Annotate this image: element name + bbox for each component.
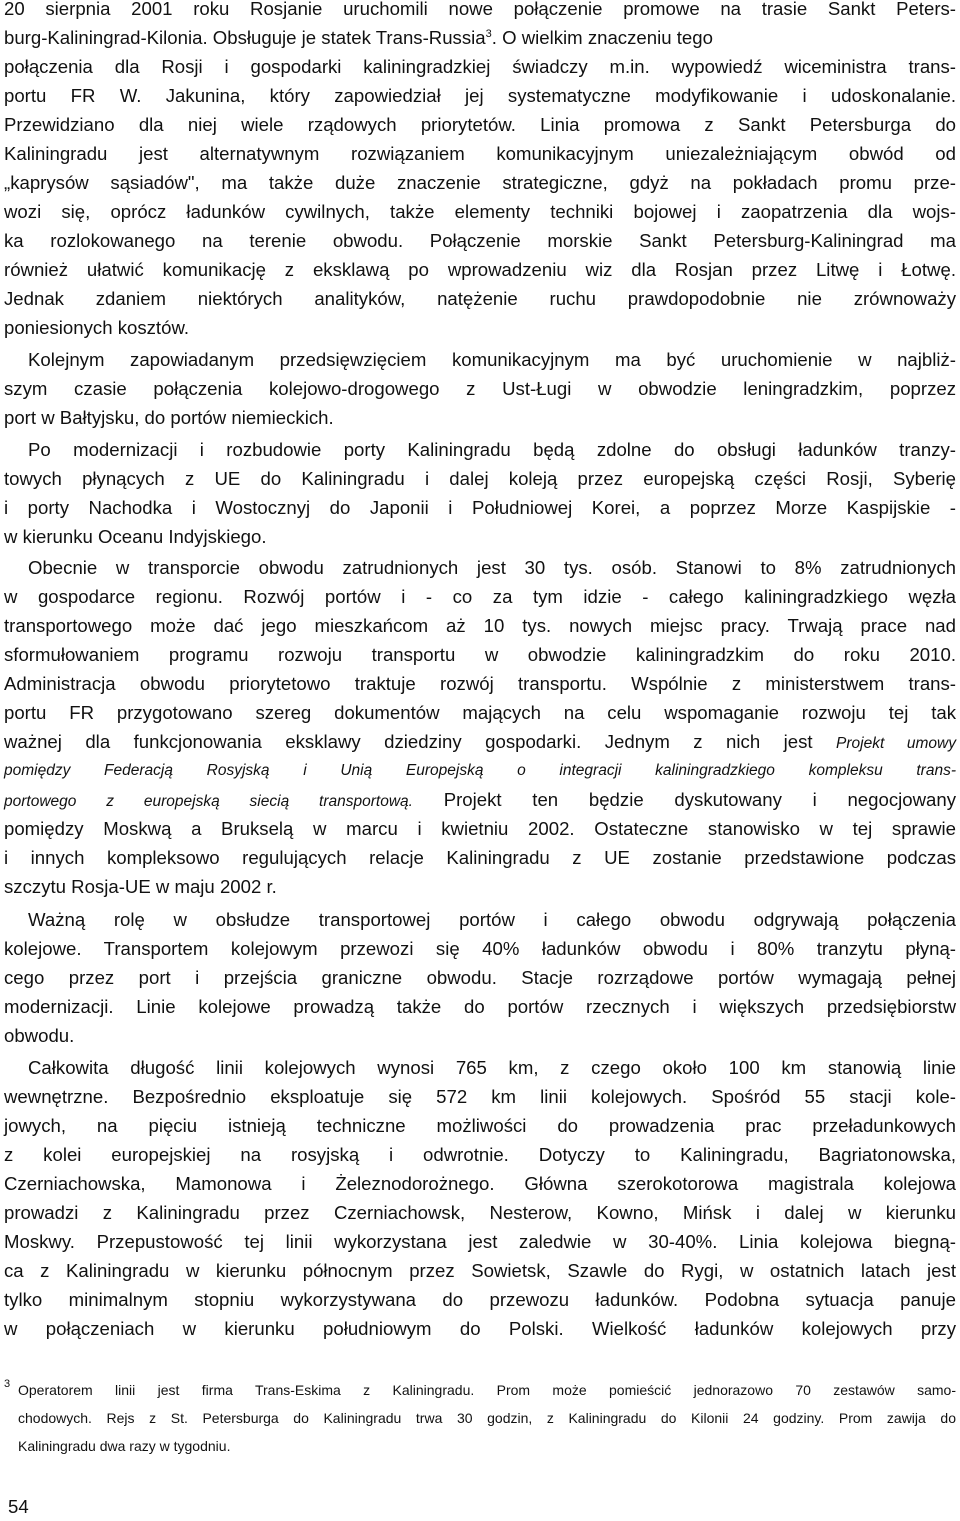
body-line: modernizacji. Linie kolejowe prowadzą także do portów rzecznych i większych przedsiębiorstw bbox=[4, 996, 956, 1017]
body-line: sformułowaniem programu rozwoju transportu w obwodzie kaliningradzkim do roku 2010. bbox=[4, 644, 956, 665]
body-line: pomiędzy Moskwą a Brukselą w marcu i kwietniu 2002. Ostateczne stanowisko w tej sprawie bbox=[4, 818, 956, 839]
body-line: i innych kompleksowo regulujących relacje Kaliningradu z UE zostanie przedstawione podczas bbox=[4, 847, 956, 868]
body-line bbox=[4, 23, 956, 52]
body-line: Ważną rolę w obsłudze transportowej portów i całego obwodu odgrywają połączenia bbox=[28, 909, 956, 930]
body-line: w gospodarce regionu. Rozwój portów i - co za tym idzie - całego kaliningradzkiego węzła bbox=[4, 586, 956, 607]
body-line: portu FR W. Jakunina, który zapowiedział jej systematyczne modyfikowanie i udoskonalanie. bbox=[4, 85, 956, 106]
body-line: port w Bałtyjsku, do portów niemieckich. bbox=[4, 407, 334, 428]
body-line: Przewidziano dla niej wiele rządowych priorytetów. Linia promowa z Sankt Petersburga do bbox=[4, 114, 956, 135]
body-line: Obecnie w transporcie obwodu zatrudnionych jest 30 tys. osób. Stanowi to 8% zatrudnionych bbox=[28, 557, 956, 578]
body-line: Kolejnym zapowiadanym przedsięwzięciem komunikacyjnym ma być uruchomienie w najbliż- bbox=[28, 349, 956, 370]
body-line: „kaprysów sąsiadów", ma także duże znaczenie strategiczne, gdyż na pokładach promu prze- bbox=[4, 172, 956, 193]
footnote-reference[interactable]: 3 bbox=[485, 28, 492, 40]
text-segment: Projekt ten będzie dyskutowany i negocjowany bbox=[443, 789, 956, 810]
body-line bbox=[4, 785, 956, 814]
italic-title-line: pomiędzy Federacją Rosyjską i Unią Europejską o integracji kaliningradzkiego kompleksu trans- bbox=[4, 762, 956, 779]
text-segment: burg-Kaliningrad-Kilonia. Obsługuje je statek Trans-Russia bbox=[4, 27, 486, 48]
body-line: szczytu Rosja-UE w maju 2002 r. bbox=[4, 876, 277, 897]
italic-title-segment: portowego z europejską siecią transportową. bbox=[4, 793, 413, 810]
body-line: również ułatwić komunikację z eksklawą po wprowadzeniu wiz dla Rosjan przez Litwę i Łotwę. bbox=[4, 259, 956, 280]
body-line: towych płynących z UE do Kaliningradu i dalej koleją przez europejską części Rosji, Syberię bbox=[4, 468, 956, 489]
body-line: wozi się, oprócz ładunków cywilnych, także elementy techniki bojowej i zaopatrzenia dla wojs- bbox=[4, 201, 956, 222]
body-line: Po modernizacji i rozbudowie porty Kaliningradu będą zdolne do obsługi ładunków tranzy- bbox=[28, 439, 956, 460]
body-line: Jednak zdaniem niektórych analityków, natężenie ruchu prawdopodobnie nie zrównoważy bbox=[4, 288, 956, 309]
body-line: w kierunku Oceanu Indyjskiego. bbox=[4, 526, 267, 547]
body-line: tylko minimalnym stopniu wykorzystywana do przewozu ładunków. Podobna sytuacja panuje bbox=[4, 1289, 956, 1310]
body-line: Moskwy. Przepustowość tej linii wykorzystana jest zaledwie w 30-40%. Linia kolejowa biegną- bbox=[4, 1231, 956, 1252]
page-number: 54 bbox=[8, 1496, 29, 1517]
body-line: poniesionych kosztów. bbox=[4, 317, 190, 338]
body-line: i porty Nachodka i Wostocznyj do Japonii i Południowej Korei, a poprzez Morze Kaspijskie - bbox=[4, 497, 956, 518]
body-line: połączenia dla Rosji i gospodarki kaliningradzkiej świadczy m.in. wypowiedź wiceministra trans- bbox=[4, 56, 956, 77]
footnote-line: chodowych. Rejs z St. Petersburga do Kaliningradu trwa 30 godzin, z Kaliningradu do Kilonii 24 godziny. Prom zawija do bbox=[18, 1410, 956, 1426]
body-line: w połączeniach w kierunku południowym do Polski. Wielkość ładunków kolejowych przy bbox=[4, 1318, 956, 1339]
italic-title-segment: Projekt umowy bbox=[836, 735, 956, 752]
body-line: szym czasie połączenia kolejowo-drogowego z Ust-Ługi w obwodzie leningradzkim, poprzez bbox=[4, 378, 956, 399]
footnote-number: 3 bbox=[4, 1378, 11, 1390]
body-line: wewnętrzne. Bezpośrednio eksploatuje się 572 km linii kolejowych. Spośród 55 stacji kole- bbox=[4, 1086, 956, 1107]
body-line: cego przez port i przejścia graniczne obwodu. Stacje rozrządowe portów wymagają pełnej bbox=[4, 967, 956, 988]
body-line: Całkowita długość linii kolejowych wynosi 765 km, z czego około 100 km stanowią linie bbox=[28, 1057, 956, 1078]
body-line: transportowego może dać jego mieszkańcom aż 10 tys. nowych miejsc pracy. Trwają prace nad bbox=[4, 615, 956, 636]
body-line: 20 sierpnia 2001 roku Rosjanie uruchomili nowe połączenie promowe na trasie Sankt Peters- bbox=[4, 0, 956, 19]
body-line: ca z Kaliningradu w kierunku północnym przez Sowietsk, Szawle do Rygi, w ostatnich latach jest bbox=[4, 1260, 956, 1281]
body-line: jowych, na pięciu istnieją techniczne możliwości do prowadzenia prac przeładunkowych bbox=[4, 1115, 956, 1136]
body-line: portu FR przygotowano szereg dokumentów mających na celu wspomaganie rozwoju tej tak bbox=[4, 702, 956, 723]
footnote-line: Kaliningradu dwa razy w tygodniu. bbox=[18, 1438, 231, 1454]
body-line: prowadzi z Kaliningradu przez Czerniachowsk, Nesterow, Kowno, Mińsk i dalej w kierunku bbox=[4, 1202, 956, 1223]
footnote-line: Operatorem linii jest firma Trans-Eskima z Kaliningradu. Prom może pomieścić jednorazowo 70 zestawów samo- bbox=[18, 1382, 956, 1398]
body-line: kolejowe. Transportem kolejowym przewozi się 40% ładunków obwodu i 80% tranzytu płyną- bbox=[4, 938, 956, 959]
text-segment: . O wielkim znaczeniu tego bbox=[491, 27, 713, 48]
body-line: z kolei europejskiej na rosyjską i odwrotnie. Dotyczy to Kaliningradu, Bagriatonowska, bbox=[4, 1144, 956, 1165]
body-line: ka rozlokowanego na terenie obwodu. Połączenie morskie Sankt Petersburg-Kaliningrad ma bbox=[4, 230, 956, 251]
body-line bbox=[4, 727, 956, 756]
body-line: obwodu. bbox=[4, 1025, 75, 1046]
body-line: Administracja obwodu priorytetowo traktuje rozwój transportu. Wspólnie z ministerstwem trans- bbox=[4, 673, 956, 694]
body-line: Kaliningradu jest alternatywnym rozwiązaniem komunikacyjnym uniezależniającym obwód od bbox=[4, 143, 956, 164]
body-line: Czerniachowska, Mamonowa i Żeleznodorożnego. Główna szerokotorowa magistrala kolejowa bbox=[4, 1173, 956, 1194]
text-segment: ważnej dla funkcjonowania eksklawy dziedziny gospodarki. Jednym z nich jest bbox=[4, 731, 813, 752]
